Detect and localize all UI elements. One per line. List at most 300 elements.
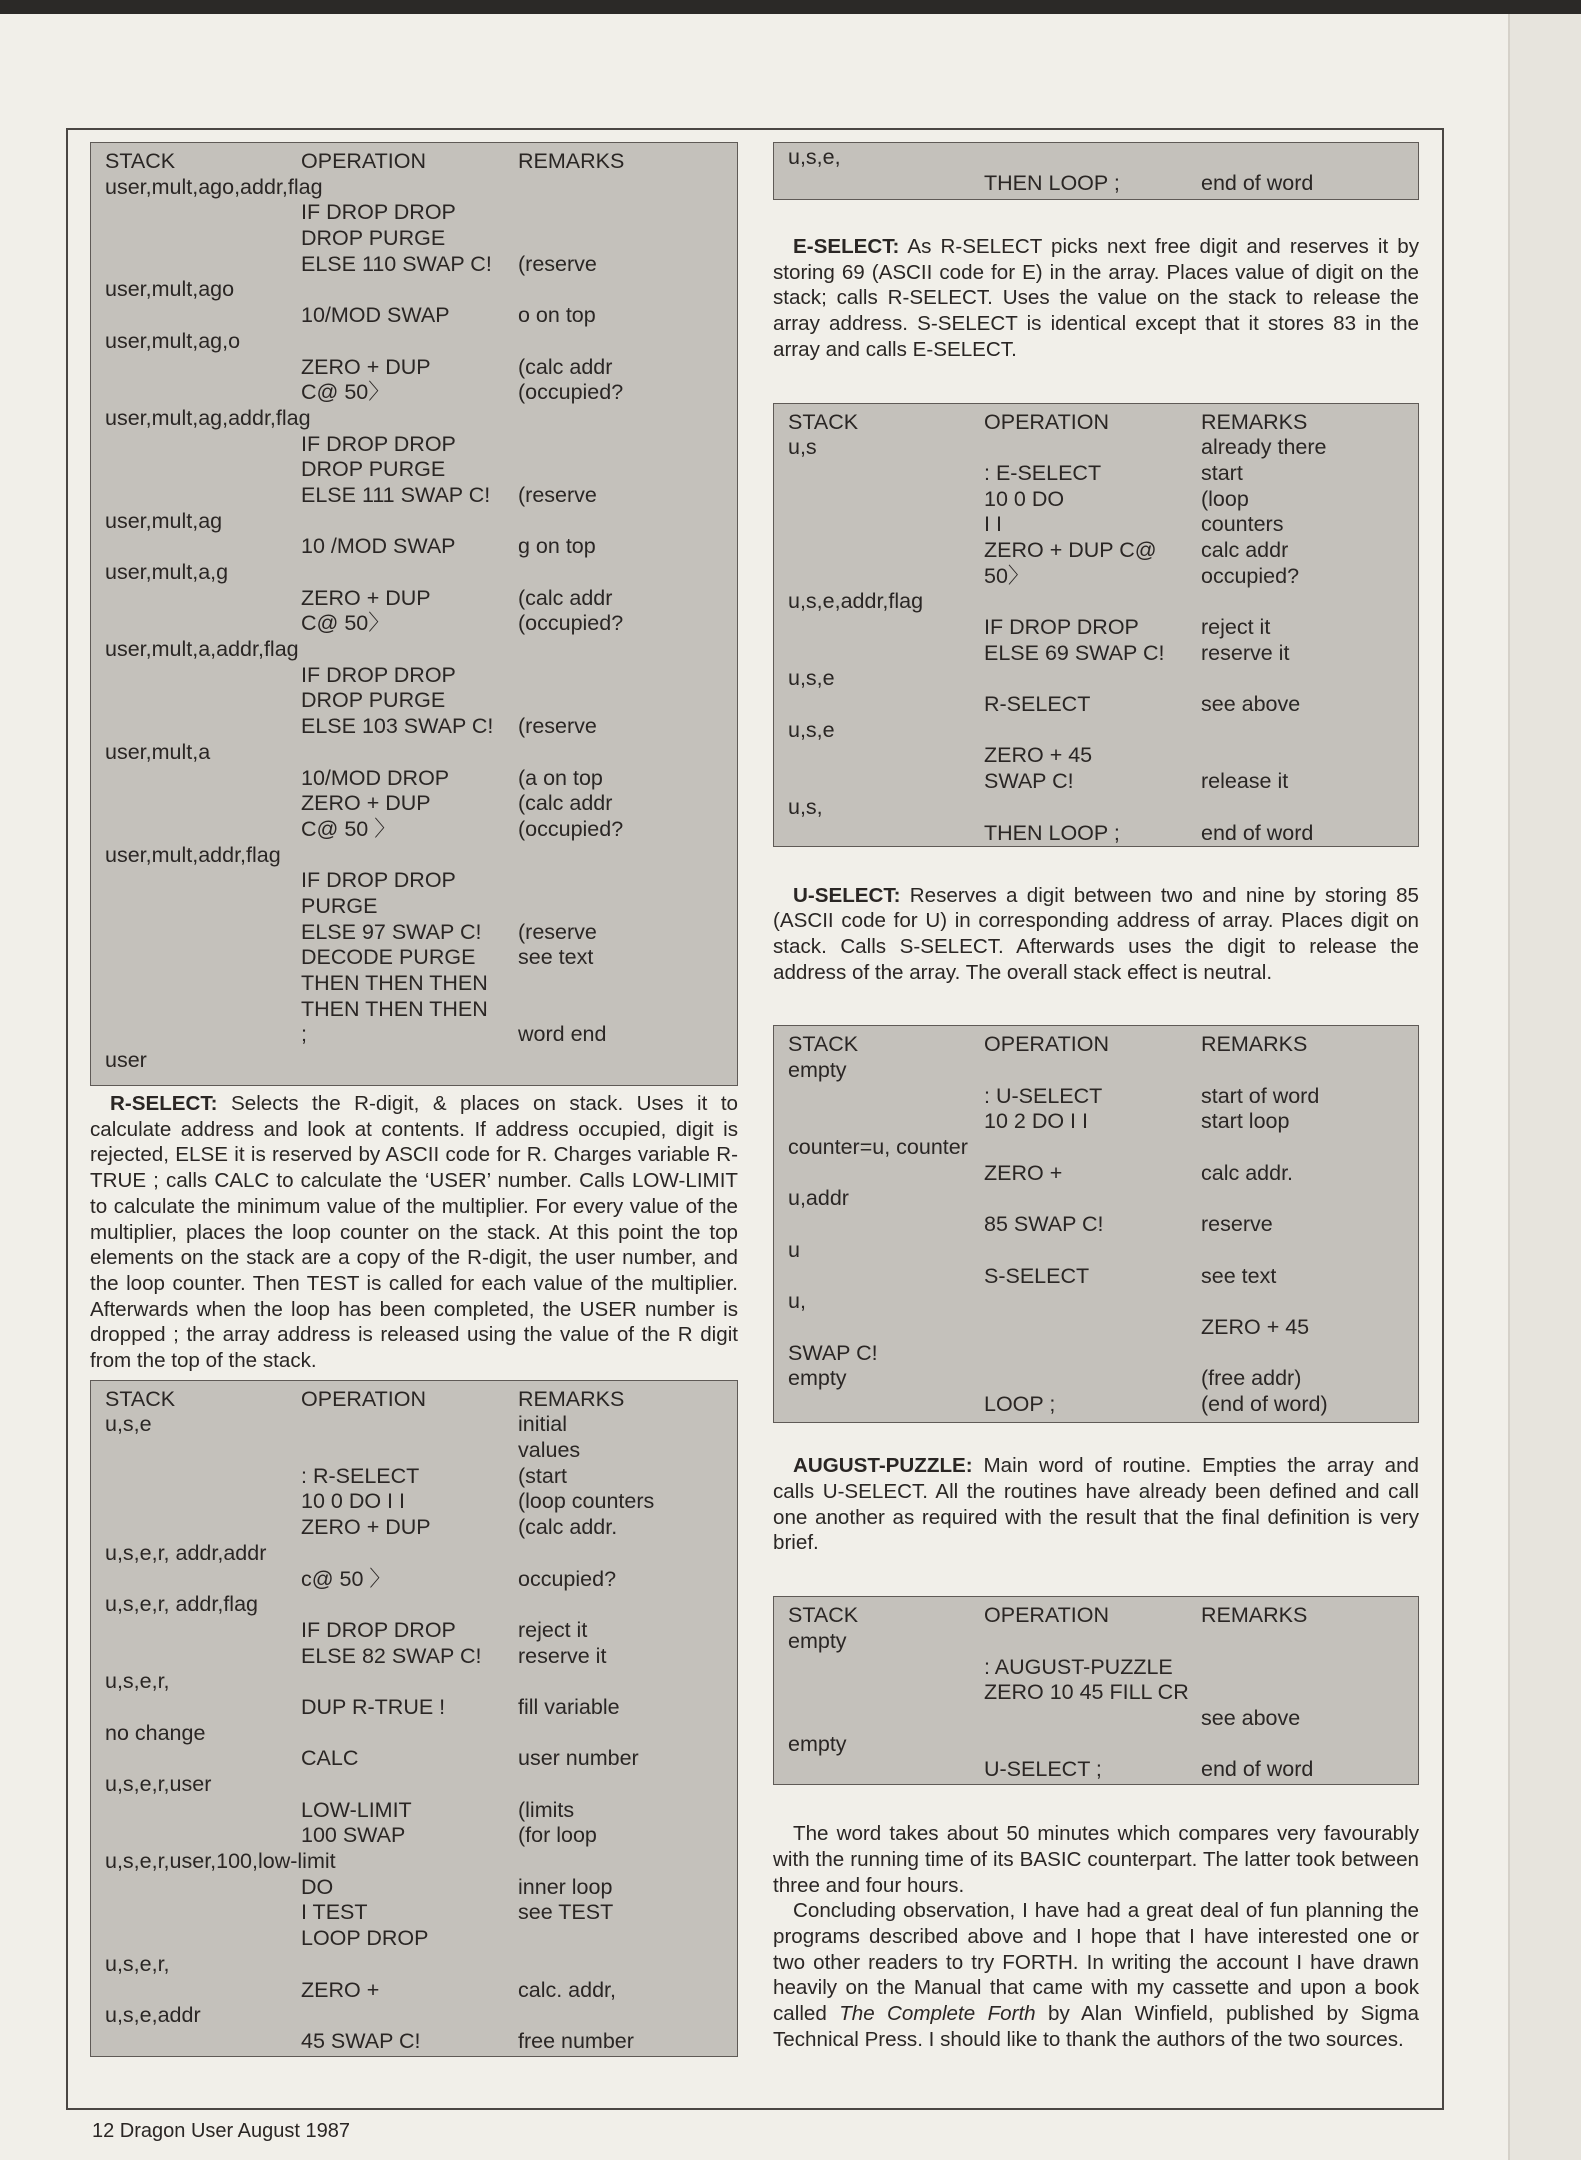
table-row [788, 615, 1406, 641]
next-page-edge [1508, 14, 1581, 2160]
remarks-cell: (end of word) [1201, 1391, 1328, 1416]
table-header-row [105, 149, 725, 175]
operation-cell: ELSE 110 SWAP C! [301, 251, 492, 276]
operation-cell: C@ 50 〉 [301, 816, 396, 841]
table-row [105, 791, 725, 817]
stack-cell [105, 355, 301, 381]
stack-cell [788, 1392, 984, 1418]
operation-cell: 85 SWAP C! [984, 1212, 1104, 1237]
table-row [105, 894, 725, 920]
operation-cell: U-SELECT ; [984, 1757, 1102, 1782]
stack-cell [105, 534, 301, 560]
stack-cell [788, 615, 984, 641]
table-row [788, 171, 1406, 197]
operation-cell: ZERO + DUP [301, 585, 431, 610]
operation-cell: PURGE [301, 893, 378, 918]
operation-cell [984, 1366, 1201, 1392]
table-row [788, 1109, 1406, 1135]
stack-cell [105, 868, 301, 894]
table-row [788, 1680, 1406, 1706]
remarks-cell: (occupied? [518, 611, 624, 636]
table-row [105, 1798, 725, 1824]
stack-cell [105, 1644, 301, 1670]
stack-cell [105, 997, 301, 1023]
operation-cell [984, 1706, 1201, 1732]
table-row [105, 1900, 725, 1926]
operation-cell: DROP PURGE [301, 226, 446, 251]
stack-cell: user,mult,a [105, 739, 211, 764]
table-row [788, 564, 1406, 590]
stack-cell: u,s,e,addr,flag [788, 589, 924, 614]
table-row [105, 1849, 725, 1875]
term-e-select: E-SELECT: [793, 235, 900, 258]
operation-cell: LOOP ; [984, 1391, 1056, 1416]
page-footer: 12 Dragon User August 1987 [92, 2120, 350, 2142]
remarks-cell: see above [1201, 1705, 1301, 1730]
table-row [105, 560, 725, 586]
stack-cell [105, 791, 301, 817]
stack-cell: u,s,e,r, [105, 1669, 170, 1694]
remarks-cell [518, 226, 725, 252]
remarks-cell: (loop [1201, 486, 1249, 511]
stack-cell: u,s,e,addr [105, 2003, 201, 2028]
remarks-cell: start loop [1201, 1109, 1290, 1134]
stack-cell [788, 1084, 984, 1110]
remarks-cell: (free addr) [1201, 1366, 1302, 1391]
stack-cell [105, 1489, 301, 1515]
table-row [788, 1732, 1406, 1758]
table-row [105, 277, 725, 303]
table-row [105, 1022, 725, 1048]
table-row [105, 1464, 725, 1490]
remarks-cell: user number [518, 1746, 639, 1771]
table-row [788, 1161, 1406, 1187]
operation-cell: 10/MOD DROP [301, 765, 450, 790]
remarks-cell: end of word [1201, 170, 1314, 195]
remarks-cell: initial [518, 1412, 567, 1437]
operation-cell: THEN LOOP ; [984, 170, 1120, 195]
stack-cell: no change [105, 1720, 206, 1745]
remarks-cell: o on top [518, 303, 596, 328]
table-row [788, 1366, 1406, 1392]
stack-cell: user,mult,ag [105, 508, 223, 533]
table-row [105, 1515, 725, 1541]
table-row [788, 743, 1406, 769]
remarks-cell: (reserve [518, 482, 597, 507]
stack-cell [105, 380, 301, 406]
table-row [105, 303, 725, 329]
remarks-cell: (reserve [518, 251, 597, 276]
operation-cell: : AUGUST-PUZZLE [984, 1654, 1173, 1679]
stack-cell [105, 1900, 301, 1926]
stack-cell [105, 457, 301, 483]
operation-cell [301, 1412, 518, 1438]
operation-cell: ELSE 69 SWAP C! [984, 640, 1165, 665]
table-row [105, 1695, 725, 1721]
stack-cell [788, 1212, 984, 1238]
stack-cell [105, 1438, 301, 1464]
operation-cell: ELSE 111 SWAP C! [301, 482, 491, 507]
remarks-cell: (for loop [518, 1823, 597, 1848]
table-header-row [788, 410, 1406, 436]
table-row [788, 769, 1406, 795]
table-row [105, 1875, 725, 1901]
stack-cell [105, 1515, 301, 1541]
remarks-cell [1201, 743, 1406, 769]
remarks-cell: inner loop [518, 1874, 613, 1899]
stack-cell: u,s,e [788, 717, 835, 742]
column-header: REMARKS [518, 149, 625, 173]
remarks-cell: ZERO + 45 [1201, 1314, 1310, 1339]
stack-cell: user,mult,addr,flag [105, 842, 281, 867]
stack-cell [105, 226, 301, 252]
stack-cell [105, 2029, 301, 2055]
stack-cell [105, 1926, 301, 1952]
column-header: STACK [788, 1603, 859, 1628]
stack-cell: u,s [788, 435, 817, 460]
table-row [105, 766, 725, 792]
stack-cell [788, 1655, 984, 1681]
stack-cell [105, 1567, 301, 1593]
stack-cell [105, 1875, 301, 1901]
operation-cell: 50〉 [984, 563, 1030, 588]
remarks-cell: free number [518, 2028, 634, 2053]
remarks-cell: see above [1201, 692, 1301, 717]
operation-cell: ZERO + [301, 1977, 380, 2002]
remarks-cell: g on top [518, 534, 596, 559]
stack-cell [105, 1695, 301, 1721]
operation-cell [301, 1438, 518, 1464]
stack-cell [788, 692, 984, 718]
remarks-cell [518, 200, 725, 226]
remarks-cell: (a on top [518, 765, 603, 790]
stack-cell [788, 1680, 984, 1706]
table-row [788, 692, 1406, 718]
remarks-cell [518, 688, 725, 714]
stack-cell: empty [788, 1731, 847, 1756]
left-column [90, 142, 738, 2057]
table-row [105, 1669, 725, 1695]
table-row [105, 611, 725, 637]
stack-cell: user,mult,a,addr,flag [105, 637, 299, 662]
table-row [105, 1438, 725, 1464]
remarks-cell: (calc addr [518, 585, 613, 610]
operation-cell: IF DROP DROP [301, 431, 456, 456]
stack-cell [788, 512, 984, 538]
remarks-cell: reserve it [518, 1643, 607, 1668]
paragraph-r-select: R-SELECT: Selects the R-digit, & places on stack. Uses it to calculate address and look at contents. If address occupied, digit is rejected, ELSE it is reserved by ASCII code for R. Charges variable R-TRUE ; calls CALC to calculate the ‘USER’ number. Calls LOW-LIMIT to calculate the minimum value of the multiplier. For every value of the multiplier, places the loop counter on the stack. At this point the top elements on the stack are a copy of the R-digit, the user number, and the loop counter. Then TEST is called for each value of the multiplier. Afterwards when the loop has been completed, the USER number is dropped ; the array address is released using the value of the R digit from the top of the stack. [90, 1092, 738, 1373]
table-row [105, 1721, 725, 1747]
table-row [105, 1644, 725, 1670]
operation-cell: ELSE 97 SWAP C! [301, 919, 482, 944]
table-row [105, 1952, 725, 1978]
operation-cell: ZERO + DUP [301, 791, 431, 816]
stack-cell [105, 483, 301, 509]
stack-cell: u,s,e,r, [105, 1951, 170, 1976]
stack-cell: u,s,e,r,user,100,low-limit [105, 1849, 336, 1874]
remarks-cell: already there [1201, 435, 1327, 460]
remarks-cell: reserve it [1201, 640, 1290, 665]
table-row [105, 406, 725, 432]
stack-cell [105, 1798, 301, 1824]
book-title: The Complete Forth [839, 2002, 1036, 2026]
table-row [105, 663, 725, 689]
table-row [105, 1567, 725, 1593]
table-row [105, 740, 725, 766]
table-row [105, 2029, 725, 2055]
table-row [105, 1618, 725, 1644]
column-header: OPERATION [984, 409, 1110, 434]
table-row [105, 252, 725, 278]
remarks-cell [518, 1926, 725, 1952]
table-row [105, 1978, 725, 2004]
remarks-cell: reject it [518, 1617, 588, 1642]
operation-cell: IF DROP DROP [301, 200, 456, 225]
stack-cell: user [105, 1048, 147, 1073]
stack-cell: empty [788, 1366, 847, 1391]
operation-cell [984, 435, 1201, 461]
stack-cell [105, 252, 301, 278]
table-row [788, 1186, 1406, 1212]
remarks-cell [518, 868, 725, 894]
remarks-cell: (occupied? [518, 816, 624, 841]
remarks-cell: see TEST [518, 1900, 614, 1925]
stack-cell [105, 714, 301, 740]
table-row [105, 226, 725, 252]
stack-cell [788, 1757, 984, 1783]
remarks-cell: (calc addr [518, 354, 613, 379]
column-header: STACK [788, 1032, 859, 1057]
remarks-cell [518, 971, 725, 997]
operation-cell: LOOP DROP [301, 1926, 429, 1951]
table-row [788, 1084, 1406, 1110]
paragraph-u-select: U-SELECT: Reserves a digit between two and nine by storing 85 (ASCII code for U) in corresponding address of array. Places digit on stack. Calls S-SELECT. Afterwards uses the digit to release the address of the array. The overall stack effect is neutral. [773, 883, 1419, 984]
stack-cell [788, 1109, 984, 1135]
column-header: OPERATION [984, 1032, 1110, 1057]
stack-cell [788, 487, 984, 513]
table-row [788, 1706, 1406, 1732]
stack-cell: u,s,e,r, addr,flag [105, 1592, 258, 1617]
stack-cell [105, 1978, 301, 2004]
stack-cell: user,mult,ago,addr,flag [105, 174, 323, 199]
stack-cell [788, 538, 984, 564]
stack-cell [105, 432, 301, 458]
remarks-cell: (limits [518, 1797, 575, 1822]
operation-cell: SWAP C! [984, 769, 1074, 794]
remarks-cell: fill variable [518, 1694, 620, 1719]
table-row [105, 1541, 725, 1567]
remarks-cell: (occupied? [518, 380, 624, 405]
stack-cell [105, 1746, 301, 1772]
operation-cell: 45 SWAP C! [301, 2028, 421, 2053]
table-row [105, 1048, 725, 1074]
stack-cell: u,s,e [788, 666, 835, 691]
remarks-cell: (calc addr. [518, 1515, 618, 1540]
table-row [105, 1489, 725, 1515]
stack-cell [105, 688, 301, 714]
remarks-cell: (reserve [518, 714, 597, 739]
operation-cell: : U-SELECT [984, 1083, 1103, 1108]
stack-cell: counter=u, counter [788, 1135, 968, 1160]
operation-cell: IF DROP DROP [301, 868, 456, 893]
operation-cell: DUP R-TRUE ! [301, 1694, 446, 1719]
table-row [788, 1264, 1406, 1290]
remarks-cell: occupied? [1201, 563, 1300, 588]
column-header: STACK [788, 409, 859, 434]
table-row [788, 1238, 1406, 1264]
stack-cell [788, 743, 984, 769]
stack-cell [105, 200, 301, 226]
operation-cell: ZERO 10 45 FILL CR [984, 1680, 1189, 1705]
remarks-cell: (calc addr [518, 791, 613, 816]
code-table [773, 142, 1419, 200]
remarks-cell: end of word [1201, 1757, 1314, 1782]
stack-cell [788, 1264, 984, 1290]
table-row [105, 688, 725, 714]
operation-cell: ZERO + DUP [301, 1515, 431, 1540]
table-row [788, 435, 1406, 461]
remarks-cell [518, 663, 725, 689]
table-header-row [788, 1032, 1406, 1058]
remarks-cell [1201, 1680, 1406, 1706]
remarks-cell: calc. addr, [518, 1977, 616, 2002]
table-row [788, 487, 1406, 513]
table-row [788, 145, 1406, 171]
table-row [788, 1289, 1406, 1315]
table-row [788, 1392, 1406, 1418]
remarks-cell: word end [518, 1022, 607, 1047]
operation-cell: ZERO + [984, 1160, 1063, 1185]
table-row [788, 641, 1406, 667]
remarks-cell [518, 457, 725, 483]
operation-cell: ZERO + 45 [984, 743, 1093, 768]
table-row [105, 868, 725, 894]
table-row [105, 1772, 725, 1798]
stack-cell [105, 920, 301, 946]
table-row [105, 355, 725, 381]
remarks-cell: start of word [1201, 1083, 1320, 1108]
operation-cell: I TEST [301, 1900, 368, 1925]
table-row [105, 1592, 725, 1618]
table-row [105, 920, 725, 946]
remarks-cell [1201, 1655, 1406, 1681]
remarks-cell: (start [518, 1463, 567, 1488]
table-row [105, 945, 725, 971]
remarks-cell [518, 432, 725, 458]
term-august-puzzle: AUGUST-PUZZLE: [793, 1454, 973, 1478]
table-row [105, 329, 725, 355]
remarks-cell: end of word [1201, 820, 1314, 845]
operation-cell: THEN LOOP ; [984, 820, 1120, 845]
stack-cell [105, 611, 301, 637]
table-row [788, 1058, 1406, 1084]
column-header: REMARKS [1201, 409, 1308, 434]
table-row [105, 200, 725, 226]
stack-cell [788, 769, 984, 795]
remarks-cell: see text [1201, 1263, 1277, 1288]
stack-cell: u,s,e, [788, 145, 841, 169]
operation-cell: ; [301, 1022, 307, 1047]
remarks-cell: see text [518, 945, 594, 970]
paragraph-conclusion: The word takes about 50 minutes which compares very favourably with the running time of its BASIC counterpart. The latter took between three and four hours. Concluding observation, I have had a great deal of fun planning the programs described above and I hope that I have interested one or two other readers to try FORTH. In writing the account I have drawn heavily on the Manual that came with my cassette and upon a book called The Complete Forth by Alan Winfield, published by Sigma Technical Press. I should like to thank the authors of the two sources. [773, 1822, 1419, 2051]
stack-cell [788, 461, 984, 487]
table-row [788, 512, 1406, 538]
operation-cell: ZERO + DUP [301, 354, 431, 379]
table-row [788, 795, 1406, 821]
table-row [105, 175, 725, 201]
stack-cell: u [788, 1237, 800, 1262]
column-header: STACK [105, 1386, 176, 1411]
stack-cell [105, 817, 301, 843]
table-row [105, 637, 725, 663]
operation-cell: : E-SELECT [984, 460, 1102, 485]
operation-cell: IF DROP DROP [301, 1617, 456, 1642]
operation-cell: 100 SWAP [301, 1823, 406, 1848]
table-row [105, 380, 725, 406]
stack-cell [105, 766, 301, 792]
code-table [90, 1380, 738, 2057]
stack-cell [788, 1706, 984, 1732]
column-header: REMARKS [1201, 1032, 1308, 1057]
column-header: OPERATION [984, 1603, 1110, 1628]
operation-cell: ZERO + DUP C@ [984, 537, 1157, 562]
column-header: REMARKS [1201, 1603, 1308, 1628]
stack-cell [788, 821, 984, 847]
stack-cell: u,s,e [105, 1412, 152, 1437]
column-header: REMARKS [518, 1386, 625, 1411]
operation-cell: IF DROP DROP [984, 615, 1139, 640]
stack-cell [105, 663, 301, 689]
paragraph-august-puzzle: AUGUST-PUZZLE: Main word of routine. Empties the array and calls U-SELECT. All the routines have already been defined and call one another as required with the result that the final definition is very brief. [773, 1454, 1419, 1555]
operation-cell: C@ 50〉 [301, 611, 390, 636]
stack-cell: u,s,e,r,user [105, 1772, 212, 1797]
operation-cell: R-SELECT [984, 692, 1091, 717]
stack-cell: user,mult,ag,o [105, 328, 241, 353]
remarks-cell: start [1201, 460, 1243, 485]
operation-cell: 10 0 DO I I [301, 1489, 405, 1514]
remarks-cell: (loop counters [518, 1489, 655, 1514]
stack-cell [105, 1464, 301, 1490]
table-row [105, 1746, 725, 1772]
operation-cell [984, 1315, 1201, 1341]
remarks-cell: occupied? [518, 1566, 617, 1591]
stack-cell [788, 1161, 984, 1187]
stack-cell [788, 641, 984, 667]
stack-cell [105, 971, 301, 997]
table-row [788, 1629, 1406, 1655]
stack-cell: user,mult,ag,addr,flag [105, 405, 311, 430]
table-row [105, 509, 725, 535]
remarks-cell: (reserve [518, 919, 597, 944]
stack-cell: u,s, [788, 794, 823, 819]
table-row [105, 457, 725, 483]
table-row [788, 538, 1406, 564]
table-row [105, 432, 725, 458]
stack-cell [788, 564, 984, 590]
operation-cell: LOW-LIMIT [301, 1797, 412, 1822]
table-row [105, 1823, 725, 1849]
stack-cell [105, 303, 301, 329]
operation-cell: 10 2 DO I I [984, 1109, 1088, 1134]
top-dark-edge [0, 0, 1581, 14]
stack-cell [105, 1022, 301, 1048]
stack-cell: empty [788, 1628, 847, 1653]
table-row [105, 534, 725, 560]
table-row [788, 1341, 1406, 1367]
code-table [773, 1596, 1419, 1785]
operation-cell: 10 /MOD SWAP [301, 534, 456, 559]
table-row [105, 971, 725, 997]
